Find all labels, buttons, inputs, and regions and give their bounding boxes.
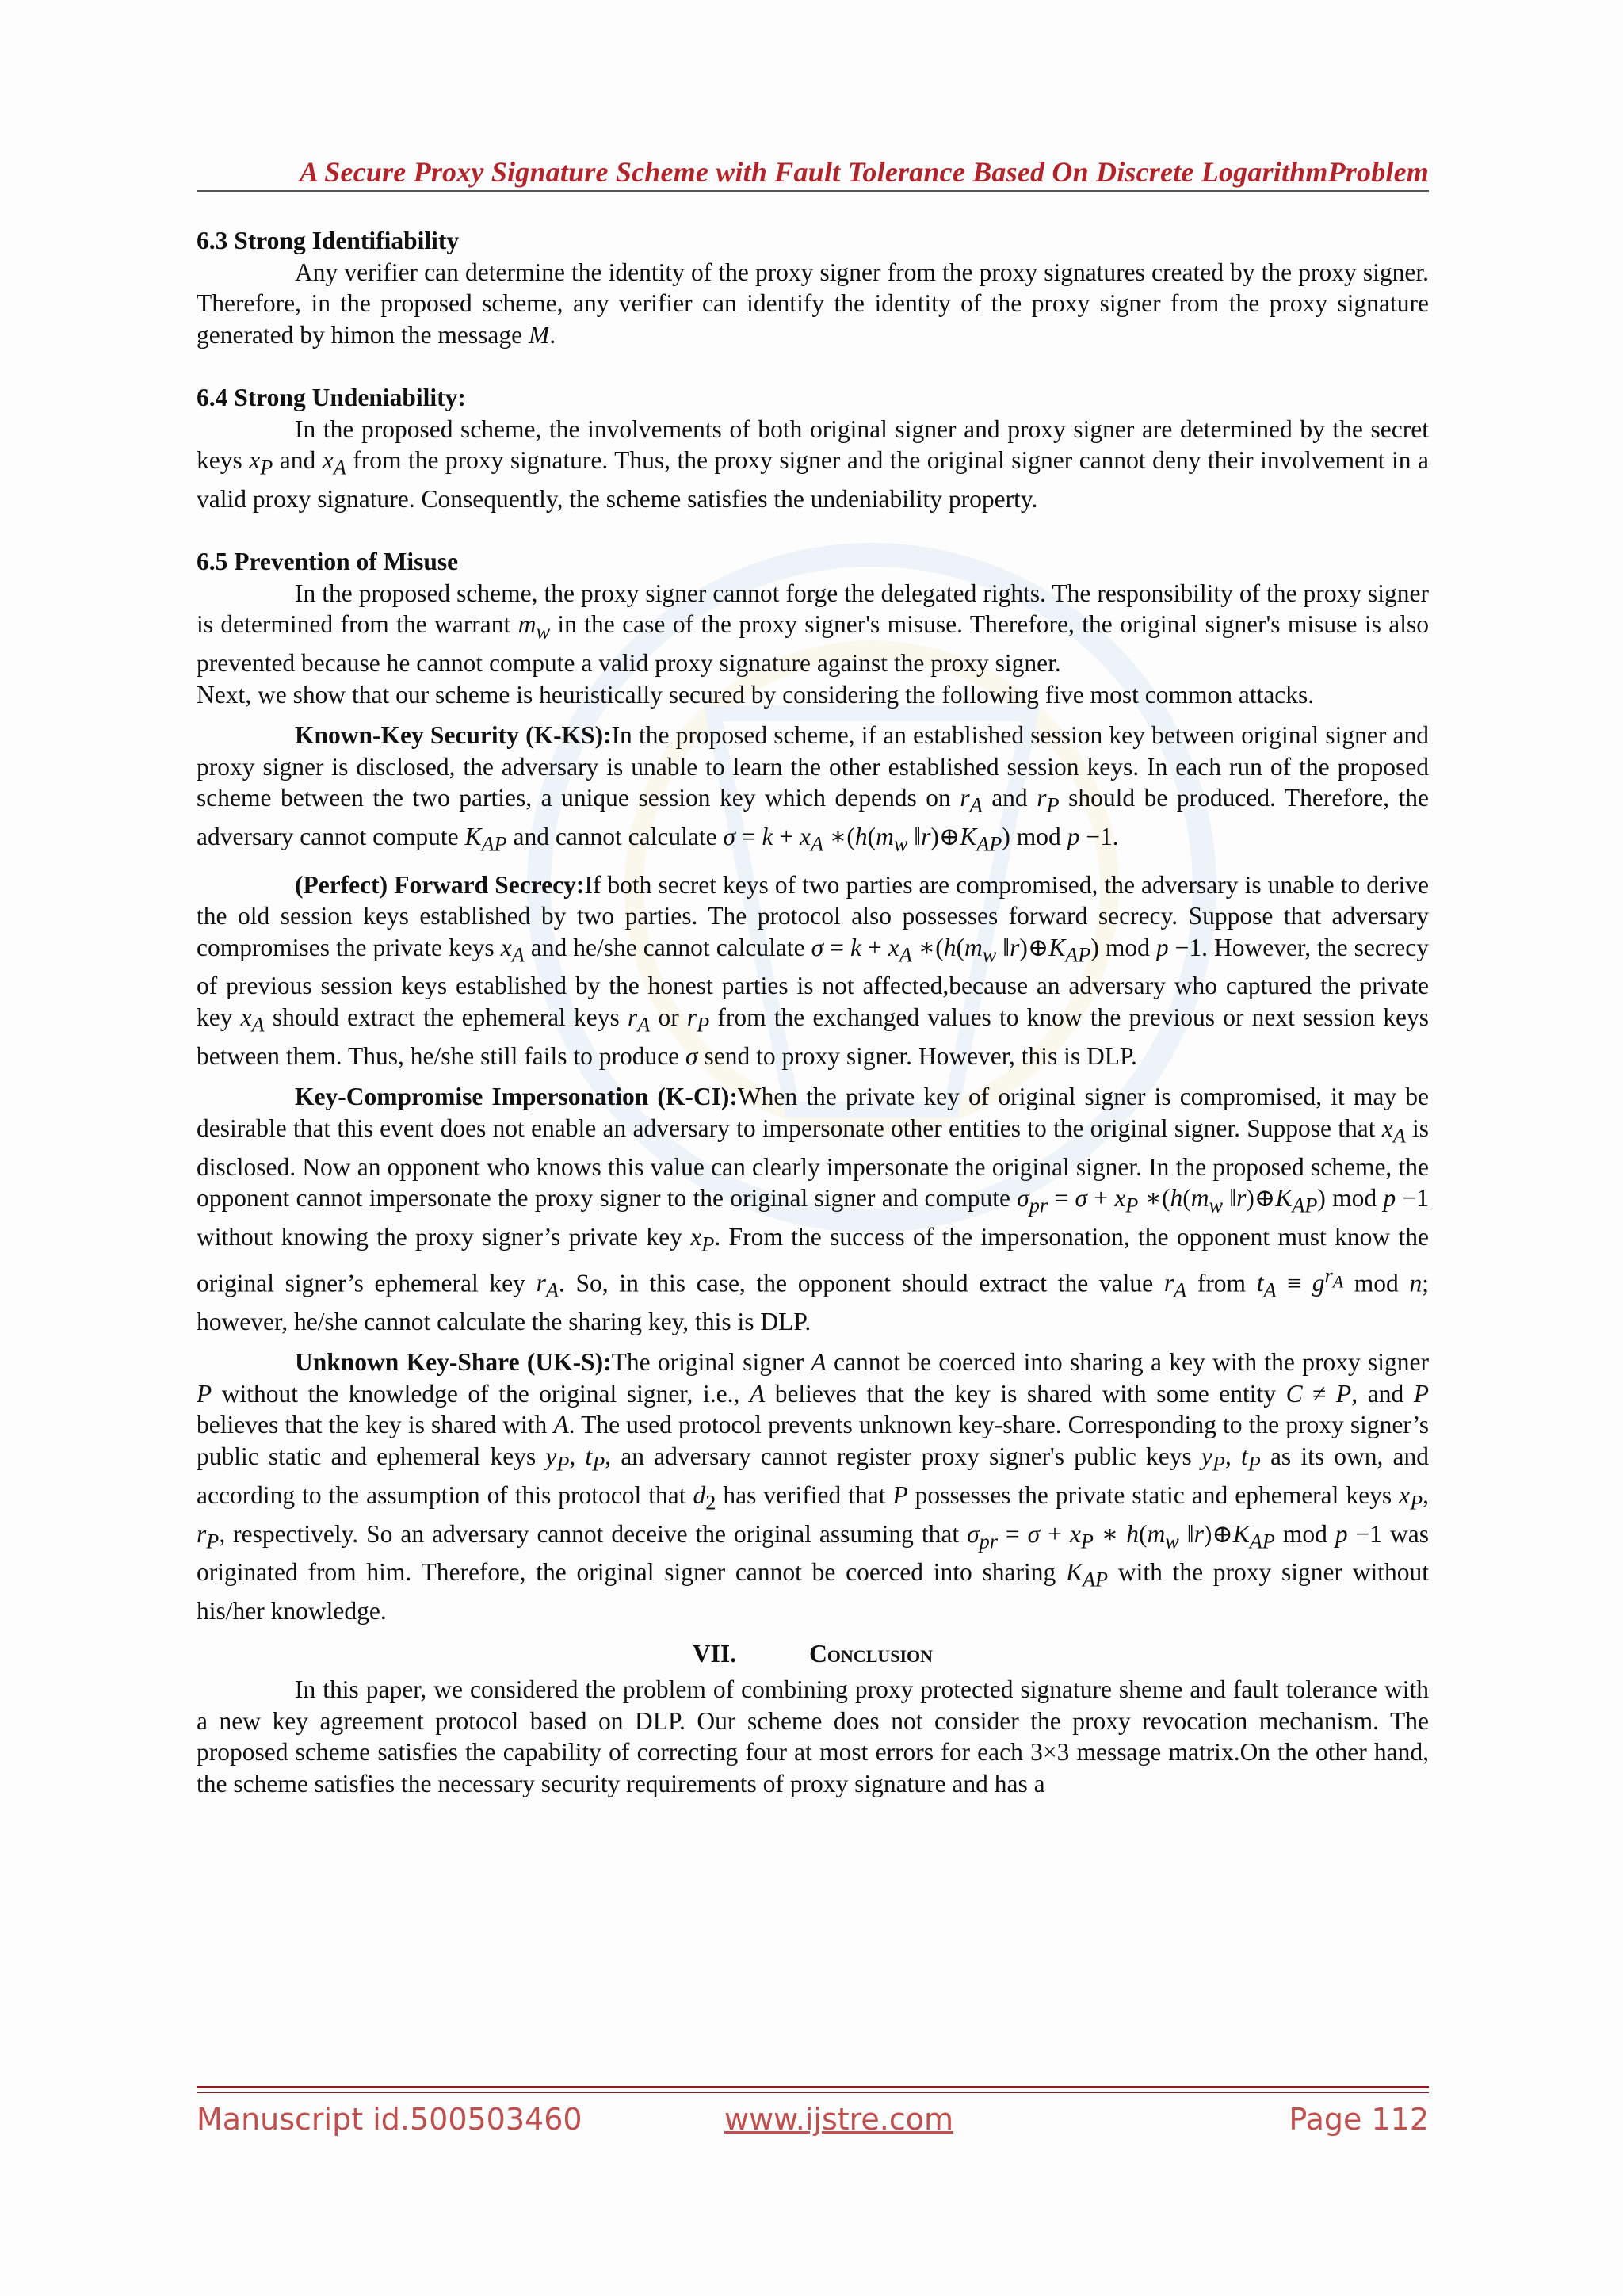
- section-body-6-5-next: Next, we show that our scheme is heuristically secured by considering the following five most common attacks.: [197, 680, 1315, 709]
- section-body-6-3: Any verifier can determine the identity of the proxy signer from the proxy signatures created by the proxy signer. Therefore, in the proposed scheme, any verifier can identify the identity of the proxy signer from the proxy signature generated by himon the message M.: [197, 258, 1429, 349]
- conclusion-heading: [197, 1638, 1429, 1670]
- section-heading-6-3: 6.3 Strong Identifiability: [197, 227, 460, 254]
- section-body-6-5: In the proposed scheme, the proxy signer cannot forge the delegated rights. The responsibility of the proxy signer is determined from the warrant $m_w$ in the case of the proxy signer's misuse. Therefore, the original signer's misuse is also prevented because he cannot compute a valid proxy signature against the proxy signer.: [197, 579, 1430, 678]
- page-body: [197, 225, 1429, 1799]
- conclusion-number: VII.: [692, 1639, 737, 1668]
- running-header-title: A Secure Proxy Signature Scheme with Fault Tolerance Based On Discrete LogarithmProblem: [299, 156, 1429, 188]
- conclusion-title: Conclusion: [809, 1639, 934, 1668]
- page-number: Page 112: [1289, 2102, 1429, 2137]
- section-heading-6-5: 6.5 Prevention of Misuse: [197, 548, 459, 576]
- label-unknown-key-share: Unknown Key-Share (UK-S):: [295, 1348, 612, 1377]
- section-body-6-4: In the proposed scheme, the involvements of both original signer and proxy signer are determined by the secret keys $x_P$ and $x_A$ from the proxy signature. Thus, the proxy signer and the original signer cannot deny their involvement in a valid proxy signature. Consequently, the scheme satisfies the undeniability property.: [197, 415, 1429, 513]
- header-divider: [197, 190, 1429, 192]
- manuscript-id: Manuscript id.500503460: [197, 2102, 582, 2137]
- label-known-key-security: Known-Key Security (K-KS):: [295, 721, 612, 750]
- label-key-compromise: Key-Compromise Impersonation (K-CI):: [295, 1083, 738, 1111]
- conclusion-body: In this paper, we considered the problem of combining proxy protected signature sheme and fault tolerance with a new key agreement protocol based on DLP. Our scheme does not consider the proxy revocation mechanism. The proposed scheme satisfies the capability of correcting four at most errors for each 3×3 message matrix.On the other hand, the scheme satisfies the necessary security requirements of proxy signature and has a: [197, 1675, 1429, 1797]
- paragraph-unknown-key-share: Unknown Key-Share (UK-S):The original signer A cannot be coerced into sharing a key with the proxy signer P without the knowledge of the original signer, i.e., A believes that the key is shared with some entity C ≠ P, and P believes that the key is shared with A. The used protocol prevents unknown key-share. Corresponding to the proxy signer’s public static and ephemeral keys $y_P$, $t_P$, an adversary cannot register proxy signer's public keys $y_P$, $t_P$ as its own, and according to the assumption of this protocol that $d_2$ has verified that P possesses the private static and ephemeral keys $x_P$, $r_P$, respectively. So an adversary cannot deceive the original assuming that $\sigma_{pr} = \sigma + x_P$ ∗ $h(m_w$ $‖r)\oplus K_{AP}$ mod p −1 was originated from him. Therefore, the original signer cannot be coerced into sharing $K_{AP}$ with the proxy signer without his/her knowledge.: [197, 1348, 1430, 1626]
- page-footer: [197, 2102, 1429, 2141]
- paragraph-key-compromise: Key-Compromise Impersonation (K-CI):When the private key of original signer is compromised, it may be desirable that this event does not enable an adversary to impersonate other entities to the original signer. Suppose that $x_A$ is disclosed. Now an opponent who knows this value can clearly impersonate the original signer. In the proposed scheme, the opponent cannot impersonate the proxy signer to the original signer and compute $\sigma_{pr} = \sigma + x_P$ $∗(h(m_w$ $‖r)\oplus K_{AP}$) mod p −1 without knowing the proxy signer’s private key $x_P$. From the success of the impersonation, the opponent must know the original signer’s ephemeral key $r_A$. So, in this case, the opponent should extract the value $r_A$ from $t_A \equiv g^{r_A}$ mod n; however, he/she cannot calculate the sharing key, this is DLP.: [197, 1083, 1429, 1335]
- footer-divider-thin: [197, 2092, 1429, 2093]
- section-heading-6-4: 6.4 Strong Undeniability:: [197, 384, 466, 411]
- label-forward-secrecy: (Perfect) Forward Secrecy:: [295, 870, 585, 899]
- footer-divider-thick: [197, 2086, 1429, 2088]
- paragraph-forward-secrecy: (Perfect) Forward Secrecy:If both secret keys of two parties are compromised, the adversary is unable to derive the old session keys established by two parties. The protocol also possesses forward secrecy. Suppose that adversary compromises the private keys $x_A$ and he/she cannot calculate $\sigma = k + x_A$ $∗(h(m_w$ $‖r)\oplus K_{AP}$) mod p −1. However, the secrecy of previous session keys established by the honest parties is not affected,because an adversary who captured the private key $x_A$ should extract the ephemeral keys $r_A$ or $r_P$ from the exchanged values to know the previous or next session keys between them. Thus, he/she still fails to produce σ send to proxy signer. However, this is DLP.: [197, 870, 1430, 1070]
- journal-link[interactable]: www.ijstre.com: [724, 2102, 954, 2137]
- paragraph-known-key-security: Known-Key Security (K-KS):In the proposed scheme, if an established session key between original signer and proxy signer is disclosed, the adversary is unable to learn the other established session keys. In each run of the proposed scheme between the two parties, a unique session key which depends on $r_A$ and $r_P$ should be produced. Therefore, the adversary cannot compute $K_{AP}$ and cannot calculate $\sigma = k + x_A$ $∗(h(m_w$ $‖r)\oplus K_{AP}$) mod p −1.: [197, 721, 1429, 856]
